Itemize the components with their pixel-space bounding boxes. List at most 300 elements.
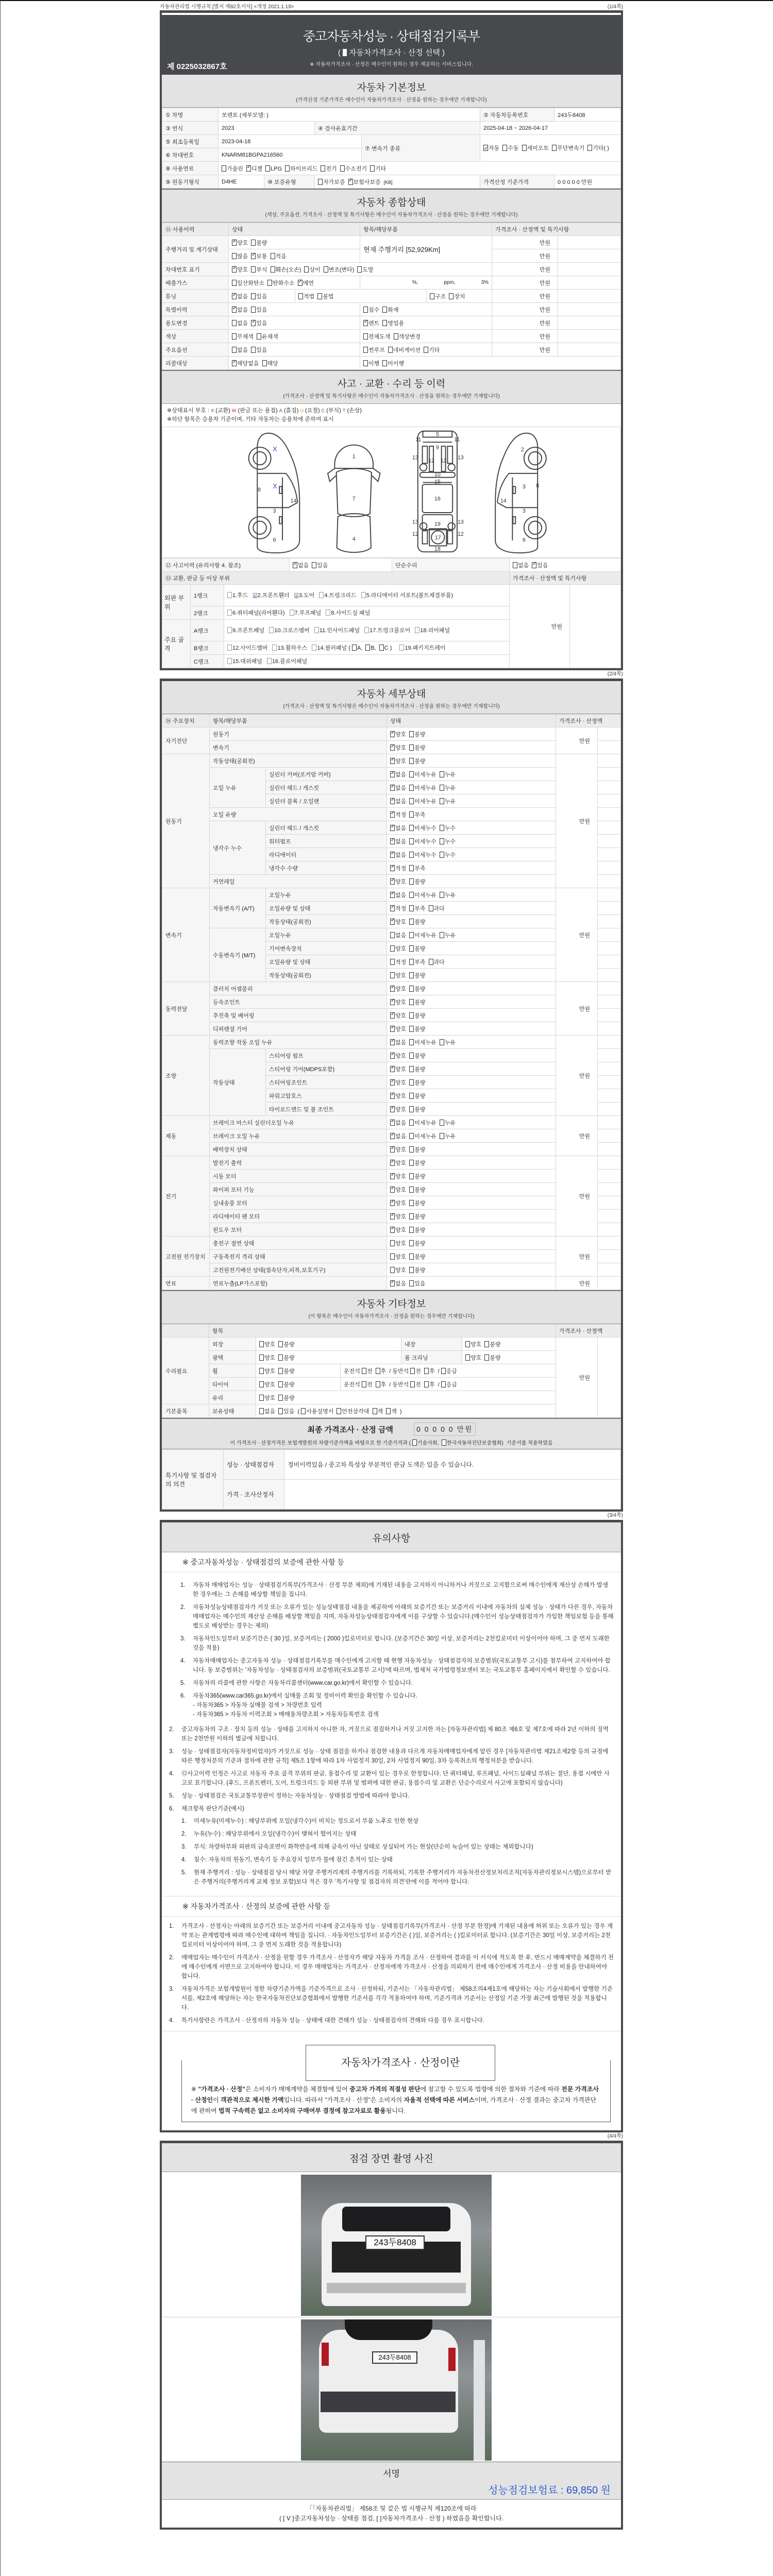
unchecked-checkbox-icon[interactable] bbox=[278, 1354, 283, 1361]
checkbox-option[interactable] bbox=[386, 1407, 397, 1415]
unchecked-checkbox-icon[interactable] bbox=[259, 1408, 264, 1414]
checkbox-option[interactable] bbox=[388, 346, 421, 354]
unchecked-checkbox-icon[interactable] bbox=[513, 562, 517, 568]
part-option[interactable] bbox=[267, 657, 307, 666]
checkbox-option[interactable] bbox=[409, 1105, 425, 1113]
unchecked-checkbox-icon[interactable] bbox=[552, 145, 557, 151]
checkbox-option[interactable] bbox=[278, 1407, 294, 1415]
checkbox-option[interactable] bbox=[390, 1078, 406, 1087]
unchecked-checkbox-icon[interactable] bbox=[232, 320, 237, 326]
checkbox-option[interactable] bbox=[259, 1394, 275, 1402]
checkbox-option[interactable] bbox=[232, 252, 248, 260]
checkbox-option[interactable] bbox=[483, 143, 499, 154]
checkbox-option[interactable] bbox=[390, 1212, 406, 1221]
checkbox-option[interactable] bbox=[409, 1239, 425, 1247]
unchecked-checkbox-icon[interactable] bbox=[409, 798, 414, 804]
unchecked-checkbox-icon[interactable] bbox=[370, 165, 375, 172]
unchecked-checkbox-icon[interactable] bbox=[442, 1439, 446, 1446]
checkbox-option[interactable] bbox=[251, 252, 267, 260]
checkbox-option[interactable] bbox=[390, 757, 406, 765]
checkbox-option[interactable] bbox=[409, 1092, 425, 1100]
unchecked-checkbox-icon[interactable] bbox=[409, 1280, 414, 1286]
checked-checkbox-icon[interactable] bbox=[390, 771, 395, 777]
checked-checkbox-icon[interactable] bbox=[390, 798, 395, 804]
checkbox-option[interactable] bbox=[409, 743, 425, 752]
checked-checkbox-icon[interactable] bbox=[390, 811, 395, 818]
checkbox-option[interactable] bbox=[424, 1380, 435, 1388]
part-option[interactable] bbox=[326, 608, 370, 618]
unchecked-checkbox-icon[interactable] bbox=[424, 1381, 429, 1387]
checkbox-option[interactable] bbox=[390, 1159, 406, 1167]
part-option[interactable] bbox=[319, 591, 356, 600]
unchecked-checkbox-icon[interactable] bbox=[363, 333, 368, 340]
unchecked-checkbox-icon[interactable] bbox=[267, 280, 272, 286]
checked-checkbox-icon[interactable] bbox=[232, 240, 237, 246]
checkbox-option[interactable] bbox=[409, 851, 436, 859]
checkbox-option[interactable] bbox=[409, 918, 425, 926]
part-option[interactable] bbox=[290, 608, 322, 618]
unchecked-checkbox-icon[interactable] bbox=[440, 771, 444, 777]
checkbox-option[interactable] bbox=[390, 1185, 406, 1194]
checkbox-option[interactable] bbox=[340, 164, 367, 173]
unchecked-checkbox-icon[interactable] bbox=[409, 1173, 414, 1179]
unchecked-checkbox-icon[interactable] bbox=[440, 1133, 444, 1139]
checkbox-option[interactable] bbox=[271, 265, 301, 274]
unchecked-checkbox-icon[interactable] bbox=[278, 1408, 283, 1414]
checkbox-option[interactable] bbox=[409, 797, 436, 805]
checkbox-option[interactable] bbox=[587, 143, 609, 154]
checkbox-option[interactable] bbox=[390, 1199, 406, 1207]
checkbox-option[interactable] bbox=[390, 1052, 406, 1060]
unchecked-checkbox-icon[interactable] bbox=[382, 307, 387, 313]
unchecked-checkbox-icon[interactable] bbox=[502, 145, 507, 151]
unchecked-checkbox-icon[interactable] bbox=[232, 333, 237, 340]
unchecked-checkbox-icon[interactable] bbox=[440, 1039, 444, 1045]
part-checkbox-icon[interactable] bbox=[415, 627, 419, 633]
unchecked-checkbox-icon[interactable] bbox=[409, 932, 414, 938]
checkbox-option[interactable] bbox=[424, 346, 440, 354]
checkbox-option[interactable] bbox=[390, 1065, 406, 1073]
checked-checkbox-icon[interactable] bbox=[232, 266, 237, 273]
part-checkbox-icon[interactable] bbox=[269, 627, 274, 633]
checkbox-option[interactable] bbox=[312, 561, 328, 569]
checkbox-option[interactable] bbox=[232, 292, 248, 300]
unchecked-checkbox-icon[interactable] bbox=[409, 1093, 414, 1099]
unchecked-checkbox-icon[interactable] bbox=[259, 1395, 264, 1401]
checkbox-option[interactable] bbox=[409, 1025, 425, 1033]
part-checkbox-icon[interactable] bbox=[294, 593, 298, 598]
part-option[interactable] bbox=[314, 626, 360, 635]
checked-checkbox-icon[interactable] bbox=[232, 307, 237, 313]
checkbox-option[interactable] bbox=[363, 319, 379, 327]
checkbox-option[interactable] bbox=[409, 824, 436, 832]
checked-checkbox-icon[interactable] bbox=[390, 1053, 395, 1059]
checked-checkbox-icon[interactable] bbox=[232, 293, 237, 299]
checkbox-option[interactable] bbox=[382, 306, 398, 314]
unchecked-checkbox-icon[interactable] bbox=[409, 744, 414, 751]
checkbox-option[interactable] bbox=[232, 265, 248, 274]
checked-checkbox-icon[interactable] bbox=[390, 1280, 395, 1286]
checkbox-option[interactable] bbox=[409, 1199, 425, 1207]
part-option[interactable] bbox=[269, 626, 309, 635]
unchecked-checkbox-icon[interactable] bbox=[278, 1341, 283, 1347]
checkbox-option[interactable] bbox=[390, 770, 406, 778]
checkbox-option[interactable] bbox=[337, 1407, 369, 1415]
checkbox-option[interactable] bbox=[390, 1038, 406, 1046]
checked-checkbox-icon[interactable] bbox=[390, 919, 395, 925]
checkbox-option[interactable] bbox=[301, 1407, 333, 1415]
unchecked-checkbox-icon[interactable] bbox=[222, 165, 226, 172]
checkbox-option[interactable] bbox=[318, 178, 345, 186]
unchecked-checkbox-icon[interactable] bbox=[259, 1381, 264, 1387]
checkbox-option[interactable] bbox=[409, 931, 436, 939]
checked-checkbox-icon[interactable] bbox=[293, 562, 297, 568]
checkbox-option[interactable] bbox=[246, 164, 262, 173]
unchecked-checkbox-icon[interactable] bbox=[376, 1368, 380, 1374]
unchecked-checkbox-icon[interactable] bbox=[362, 1381, 366, 1387]
checkbox-option[interactable] bbox=[362, 1367, 373, 1375]
checkbox-option[interactable] bbox=[390, 1266, 406, 1274]
unchecked-checkbox-icon[interactable] bbox=[409, 919, 414, 925]
unchecked-checkbox-icon[interactable] bbox=[357, 266, 362, 273]
unchecked-checkbox-icon[interactable] bbox=[265, 165, 270, 172]
unchecked-checkbox-icon[interactable] bbox=[259, 1368, 264, 1374]
checked-checkbox-icon[interactable] bbox=[390, 905, 395, 911]
checkbox-option[interactable] bbox=[409, 1252, 425, 1261]
unchecked-checkbox-icon[interactable] bbox=[321, 165, 325, 172]
checkbox-option[interactable] bbox=[409, 1159, 425, 1167]
checkbox-option[interactable] bbox=[390, 1092, 406, 1100]
checkbox-option[interactable] bbox=[232, 239, 248, 247]
checkbox-option[interactable] bbox=[409, 730, 425, 738]
checkbox-option[interactable] bbox=[363, 306, 379, 314]
checkbox-option[interactable] bbox=[390, 1011, 406, 1020]
unchecked-checkbox-icon[interactable] bbox=[465, 1341, 470, 1347]
unchecked-checkbox-icon[interactable] bbox=[484, 1354, 489, 1361]
checkbox-option[interactable] bbox=[449, 292, 465, 300]
checked-checkbox-icon[interactable] bbox=[390, 1106, 395, 1112]
unchecked-checkbox-icon[interactable] bbox=[251, 293, 256, 299]
checkbox-option[interactable] bbox=[409, 1065, 425, 1073]
unchecked-checkbox-icon[interactable] bbox=[441, 1381, 446, 1387]
checkbox-option[interactable] bbox=[271, 252, 287, 260]
part-option[interactable] bbox=[312, 643, 395, 653]
unchecked-checkbox-icon[interactable] bbox=[390, 972, 395, 978]
unchecked-checkbox-icon[interactable] bbox=[394, 333, 398, 340]
part-option[interactable] bbox=[227, 591, 248, 600]
unchecked-checkbox-icon[interactable] bbox=[409, 1200, 414, 1206]
unchecked-checkbox-icon[interactable] bbox=[285, 165, 290, 172]
part-option[interactable] bbox=[364, 626, 410, 635]
part-checkbox-icon[interactable] bbox=[272, 645, 277, 651]
checkbox-option[interactable] bbox=[363, 359, 379, 367]
checkbox-option[interactable] bbox=[362, 1380, 373, 1388]
checkbox-option[interactable] bbox=[390, 851, 406, 859]
checkbox-option[interactable] bbox=[390, 918, 406, 926]
checkbox-option[interactable] bbox=[390, 971, 406, 979]
checkbox-option[interactable] bbox=[409, 1212, 425, 1221]
checkbox-option[interactable] bbox=[410, 1367, 421, 1375]
checkbox-option[interactable] bbox=[409, 971, 425, 979]
unchecked-checkbox-icon[interactable] bbox=[409, 959, 414, 965]
unchecked-checkbox-icon[interactable] bbox=[386, 1408, 391, 1414]
checkbox-option[interactable] bbox=[440, 824, 456, 832]
checkbox-option[interactable] bbox=[390, 1145, 406, 1154]
checked-checkbox-icon[interactable] bbox=[532, 562, 536, 568]
unchecked-checkbox-icon[interactable] bbox=[251, 240, 256, 246]
unchecked-checkbox-icon[interactable] bbox=[409, 811, 414, 818]
checked-checkbox-icon[interactable] bbox=[246, 165, 251, 172]
checked-checkbox-icon[interactable] bbox=[390, 892, 395, 898]
unchecked-checkbox-icon[interactable] bbox=[376, 1381, 380, 1387]
checkbox-option[interactable] bbox=[440, 837, 456, 845]
checked-checkbox-icon[interactable] bbox=[390, 865, 395, 871]
unchecked-checkbox-icon[interactable] bbox=[390, 959, 395, 965]
unchecked-checkbox-icon[interactable] bbox=[409, 852, 414, 858]
checkbox-option[interactable] bbox=[390, 931, 406, 939]
unchecked-checkbox-icon[interactable] bbox=[251, 266, 256, 273]
checkbox-option[interactable] bbox=[259, 1367, 275, 1375]
checked-checkbox-icon[interactable] bbox=[390, 838, 395, 844]
unchecked-checkbox-icon[interactable] bbox=[430, 293, 434, 299]
unchecked-checkbox-icon[interactable] bbox=[409, 972, 414, 978]
checkbox-option[interactable] bbox=[440, 770, 456, 778]
checkbox-option[interactable] bbox=[409, 810, 425, 819]
checkbox-option[interactable] bbox=[390, 797, 406, 805]
unchecked-checkbox-icon[interactable] bbox=[440, 852, 444, 858]
unchecked-checkbox-icon[interactable] bbox=[409, 892, 414, 898]
checkbox-option[interactable] bbox=[390, 1252, 406, 1261]
checkbox-option[interactable] bbox=[440, 931, 456, 939]
checkbox-option[interactable] bbox=[410, 1380, 421, 1388]
checkbox-option[interactable] bbox=[429, 904, 445, 912]
unchecked-checkbox-icon[interactable] bbox=[449, 293, 453, 299]
unchecked-checkbox-icon[interactable] bbox=[409, 1120, 414, 1126]
part-option[interactable] bbox=[272, 643, 307, 653]
checked-checkbox-icon[interactable] bbox=[390, 1066, 395, 1072]
unchecked-checkbox-icon[interactable] bbox=[251, 347, 256, 353]
checkbox-option[interactable] bbox=[390, 1105, 406, 1113]
checkbox-option[interactable] bbox=[409, 1185, 425, 1194]
unchecked-checkbox-icon[interactable] bbox=[409, 1053, 414, 1059]
checkbox-option[interactable] bbox=[259, 1353, 275, 1362]
checkbox-option[interactable] bbox=[484, 1340, 500, 1348]
checkbox-option[interactable] bbox=[304, 265, 320, 274]
part-checkbox-icon[interactable] bbox=[314, 627, 319, 633]
unchecked-checkbox-icon[interactable] bbox=[587, 145, 592, 151]
unchecked-checkbox-icon[interactable] bbox=[409, 731, 414, 737]
checkbox-option[interactable] bbox=[278, 1340, 294, 1348]
checked-checkbox-icon[interactable] bbox=[251, 320, 256, 326]
checked-checkbox-icon[interactable] bbox=[251, 253, 256, 259]
checkbox-option[interactable] bbox=[278, 1394, 294, 1402]
checkbox-option[interactable] bbox=[390, 1118, 406, 1127]
unchecked-checkbox-icon[interactable] bbox=[440, 798, 444, 804]
unchecked-checkbox-icon[interactable] bbox=[232, 347, 237, 353]
checked-checkbox-icon[interactable] bbox=[390, 1079, 395, 1086]
part-checkbox-icon[interactable] bbox=[364, 627, 369, 633]
unchecked-checkbox-icon[interactable] bbox=[363, 307, 368, 313]
checkbox-option[interactable] bbox=[251, 319, 267, 327]
unchecked-checkbox-icon[interactable] bbox=[382, 320, 387, 326]
checkbox-option[interactable] bbox=[390, 1025, 406, 1033]
checkbox-option[interactable] bbox=[298, 292, 314, 300]
checked-checkbox-icon[interactable] bbox=[390, 1200, 395, 1206]
checkbox-option[interactable] bbox=[409, 1078, 425, 1087]
unchecked-checkbox-icon[interactable] bbox=[278, 1381, 283, 1387]
checkbox-option[interactable] bbox=[390, 1226, 406, 1234]
part-checkbox-icon[interactable] bbox=[290, 609, 294, 616]
checkbox-option[interactable] bbox=[409, 1052, 425, 1060]
unchecked-checkbox-icon[interactable] bbox=[301, 1408, 306, 1414]
unchecked-checkbox-icon[interactable] bbox=[251, 307, 256, 313]
checkbox-option[interactable] bbox=[232, 346, 248, 354]
unchecked-checkbox-icon[interactable] bbox=[278, 1395, 283, 1401]
unchecked-checkbox-icon[interactable] bbox=[390, 1240, 395, 1246]
checkbox-option[interactable] bbox=[232, 279, 264, 287]
checkbox-option[interactable] bbox=[390, 837, 406, 845]
unchecked-checkbox-icon[interactable] bbox=[337, 1408, 341, 1414]
checkbox-option[interactable] bbox=[409, 1279, 425, 1287]
part-option[interactable] bbox=[294, 591, 314, 600]
checkbox-option[interactable] bbox=[382, 319, 404, 327]
checkbox-option[interactable] bbox=[390, 1132, 406, 1140]
unchecked-checkbox-icon[interactable] bbox=[390, 1253, 395, 1260]
unchecked-checkbox-icon[interactable] bbox=[388, 347, 393, 353]
checkbox-option[interactable] bbox=[251, 265, 267, 274]
unchecked-checkbox-icon[interactable] bbox=[409, 986, 414, 992]
unchecked-checkbox-icon[interactable] bbox=[409, 1240, 414, 1246]
unchecked-checkbox-icon[interactable] bbox=[409, 1253, 414, 1260]
part-checkbox-icon[interactable] bbox=[227, 592, 232, 598]
unchecked-checkbox-icon[interactable] bbox=[352, 645, 357, 651]
unchecked-checkbox-icon[interactable] bbox=[412, 1439, 417, 1446]
checkbox-option[interactable] bbox=[232, 332, 254, 341]
unchecked-checkbox-icon[interactable] bbox=[271, 253, 275, 259]
checkbox-option[interactable] bbox=[251, 292, 267, 300]
checked-checkbox-icon[interactable] bbox=[363, 320, 368, 326]
unchecked-checkbox-icon[interactable] bbox=[409, 825, 414, 831]
unchecked-checkbox-icon[interactable] bbox=[484, 1341, 489, 1347]
unchecked-checkbox-icon[interactable] bbox=[409, 878, 414, 885]
unchecked-checkbox-icon[interactable] bbox=[410, 1381, 415, 1387]
checkbox-option[interactable] bbox=[429, 958, 445, 966]
checked-checkbox-icon[interactable] bbox=[390, 1026, 395, 1032]
unchecked-checkbox-icon[interactable] bbox=[440, 1120, 444, 1126]
checkbox-option[interactable] bbox=[430, 292, 446, 300]
unchecked-checkbox-icon[interactable] bbox=[259, 1341, 264, 1347]
checkbox-option[interactable] bbox=[409, 985, 425, 993]
checked-checkbox-icon[interactable] bbox=[390, 825, 395, 831]
unchecked-checkbox-icon[interactable] bbox=[318, 179, 323, 185]
checkbox-option[interactable] bbox=[409, 1172, 425, 1180]
checkbox-option[interactable] bbox=[409, 891, 436, 899]
checkbox-option[interactable] bbox=[390, 998, 406, 1006]
checkbox-option[interactable] bbox=[390, 904, 406, 912]
checkbox-option[interactable] bbox=[440, 1118, 456, 1127]
checkbox-option[interactable] bbox=[278, 1353, 294, 1362]
unchecked-checkbox-icon[interactable] bbox=[259, 1354, 264, 1361]
unchecked-checkbox-icon[interactable] bbox=[409, 1039, 414, 1045]
checkbox-option[interactable] bbox=[390, 784, 406, 792]
checkbox-option[interactable] bbox=[357, 265, 373, 274]
unchecked-checkbox-icon[interactable] bbox=[409, 865, 414, 871]
checkbox-option[interactable] bbox=[394, 332, 421, 341]
checked-checkbox-icon[interactable] bbox=[390, 1160, 395, 1166]
checked-checkbox-icon[interactable] bbox=[390, 1173, 395, 1179]
checkbox-option[interactable] bbox=[232, 319, 248, 327]
unchecked-checkbox-icon[interactable] bbox=[278, 1368, 283, 1374]
checkbox-option[interactable] bbox=[257, 332, 278, 341]
checked-checkbox-icon[interactable] bbox=[348, 179, 353, 185]
checkbox-option[interactable] bbox=[441, 1367, 457, 1375]
checkbox-option[interactable] bbox=[465, 1340, 481, 1348]
checkbox-option[interactable] bbox=[298, 279, 314, 287]
checkbox-option[interactable] bbox=[412, 1438, 439, 1446]
checkbox-option[interactable] bbox=[390, 891, 406, 899]
checkbox-option[interactable] bbox=[370, 164, 386, 173]
unchecked-checkbox-icon[interactable] bbox=[340, 165, 345, 172]
part-option[interactable] bbox=[415, 626, 450, 635]
checkbox-option[interactable] bbox=[502, 143, 518, 154]
unchecked-checkbox-icon[interactable] bbox=[440, 838, 444, 844]
checkbox-option[interactable] bbox=[409, 958, 425, 966]
checkbox-option[interactable] bbox=[409, 1145, 425, 1154]
part-checkbox-icon[interactable] bbox=[227, 658, 232, 664]
unchecked-checkbox-icon[interactable] bbox=[271, 266, 275, 273]
unchecked-checkbox-icon[interactable] bbox=[429, 959, 433, 965]
checkbox-option[interactable] bbox=[232, 306, 248, 314]
checked-checkbox-icon[interactable] bbox=[390, 1012, 395, 1019]
unchecked-checkbox-icon[interactable] bbox=[390, 932, 395, 938]
unchecked-checkbox-icon[interactable] bbox=[365, 645, 370, 651]
unchecked-checkbox-icon[interactable] bbox=[409, 771, 414, 777]
checkbox-option[interactable] bbox=[390, 1239, 406, 1247]
unchecked-checkbox-icon[interactable] bbox=[409, 1146, 414, 1153]
checkbox-option[interactable] bbox=[365, 643, 376, 653]
checked-checkbox-icon[interactable] bbox=[390, 1093, 395, 1099]
part-option[interactable] bbox=[399, 643, 445, 653]
unchecked-checkbox-icon[interactable] bbox=[429, 905, 433, 911]
checkbox-option[interactable] bbox=[409, 784, 436, 792]
checkbox-option[interactable] bbox=[232, 359, 259, 367]
checked-checkbox-icon[interactable] bbox=[390, 1039, 395, 1045]
unchecked-checkbox-icon[interactable] bbox=[373, 1408, 377, 1414]
checkbox-option[interactable] bbox=[376, 1380, 386, 1388]
checkbox-option[interactable] bbox=[409, 944, 425, 953]
checked-checkbox-icon[interactable] bbox=[390, 1213, 395, 1219]
checkbox-option[interactable] bbox=[552, 143, 584, 154]
unchecked-checkbox-icon[interactable] bbox=[409, 1187, 414, 1193]
unchecked-checkbox-icon[interactable] bbox=[409, 1106, 414, 1112]
checkbox-option[interactable] bbox=[262, 359, 278, 367]
checkbox-option[interactable] bbox=[409, 1118, 436, 1127]
unchecked-checkbox-icon[interactable] bbox=[440, 825, 444, 831]
checkbox-option[interactable] bbox=[278, 1380, 294, 1388]
checkbox-option[interactable] bbox=[390, 1172, 406, 1180]
checked-checkbox-icon[interactable] bbox=[390, 1146, 395, 1153]
checkbox-option[interactable] bbox=[484, 1353, 500, 1362]
unchecked-checkbox-icon[interactable] bbox=[440, 785, 444, 791]
checkbox-option[interactable] bbox=[440, 797, 456, 805]
checkbox-option[interactable] bbox=[376, 1367, 386, 1375]
unchecked-checkbox-icon[interactable] bbox=[424, 1368, 429, 1374]
checkbox-option[interactable] bbox=[440, 1038, 456, 1046]
checkbox-option[interactable] bbox=[409, 877, 425, 886]
checkbox-option[interactable] bbox=[259, 1380, 275, 1388]
checkbox-option[interactable] bbox=[317, 292, 333, 300]
checkbox-option[interactable] bbox=[321, 164, 337, 173]
